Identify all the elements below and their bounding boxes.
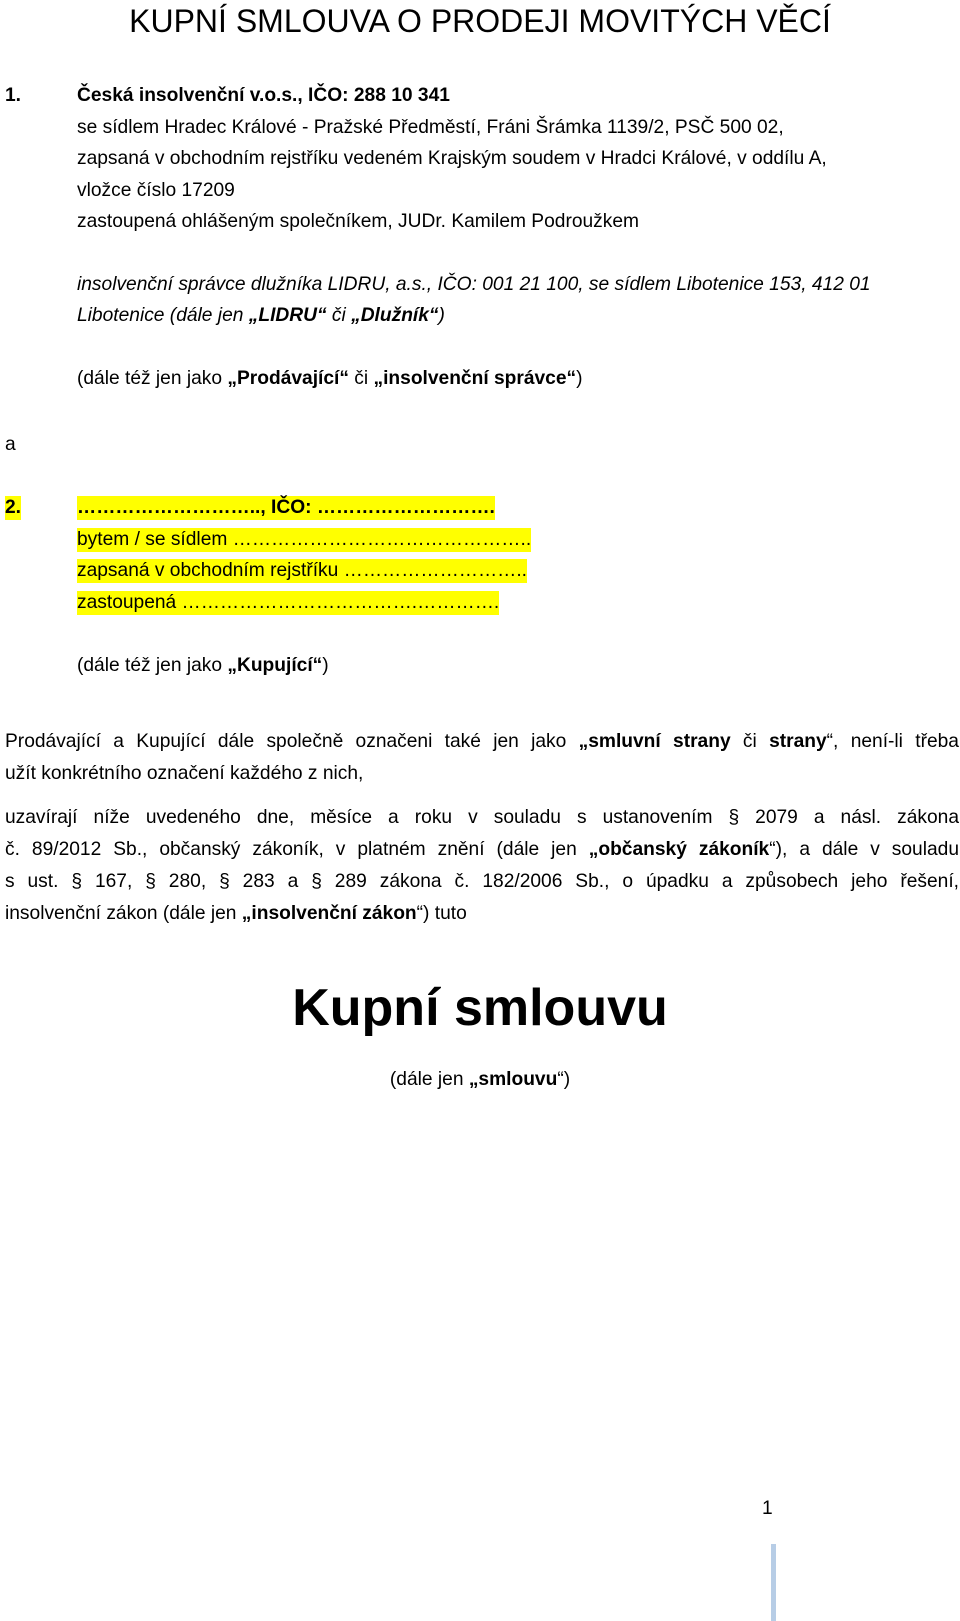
party1-registry-insert: vložce číslo 17209 — [77, 180, 235, 201]
party1-alias-suffix: ) — [576, 368, 583, 389]
joint-designation-paragraph — [5, 726, 959, 790]
joint-l1-mid: či — [730, 731, 770, 752]
party2-representative: zastoupená ……………………………….…………. — [77, 592, 500, 613]
trustee-alias-debtor: „Dlužník“ — [351, 305, 439, 326]
joint-alias-parties: „smluvní strany — [578, 731, 731, 752]
concluding-l4-prefix: insolvenční zákon (dále jen — [5, 903, 242, 924]
party1-trustee-line2 — [77, 304, 445, 328]
party1-alias — [77, 367, 583, 391]
contract-title: Kupní smlouvu — [292, 979, 668, 1037]
party1-alias-prefix: (dále též jen jako — [77, 368, 228, 389]
trustee-alias-lidru: „LIDRU“ — [248, 305, 327, 326]
party2-registry: zapsaná v obchodním rejstříku ……………………….. — [77, 560, 527, 581]
party1-alias-seller: „Prodávající“ — [227, 368, 349, 389]
conjunction: a — [5, 434, 16, 455]
party1-trustee-line1: insolvenční správce dlužníka LIDRU, a.s., IČO: 001 21 100, se sídlem Libotenice 153, 412 01 — [77, 274, 871, 295]
document-title: KUPNÍ SMLOUVA O PRODEJI MOVITÝCH VĚCÍ — [129, 3, 831, 39]
joint-line1 — [5, 726, 959, 758]
concluding-alias-insolvency-act: „insolvenční zákon — [241, 903, 417, 924]
party2-name-line: ……………………….., IČO: ………………………. — [77, 497, 495, 518]
trustee-line2-suffix: ) — [438, 305, 445, 326]
concluding-l2-suffix: “), a dále v souladu — [769, 839, 959, 860]
concluding-alias-civil-code: „občanský zákoník — [588, 839, 770, 860]
trustee-line2-mid: či — [326, 305, 352, 326]
party1-number: 1. — [5, 85, 22, 106]
party1-alias-trustee: „insolvenční správce“ — [373, 368, 577, 389]
party2-number: 2. — [5, 497, 22, 518]
concluding-line2 — [5, 834, 959, 866]
party1-alias-mid: či — [348, 368, 374, 389]
party2-alias-prefix: (dále též jen jako — [77, 655, 228, 676]
party1-name: Česká insolvenční v.o.s., IČO: 288 10 341 — [77, 85, 450, 106]
concluding-line1: uzavírají níže uvedeného dne, měsíce a roku v souladu s ustanovením § 2079 a násl. zákona — [5, 807, 959, 828]
party2-alias — [77, 654, 329, 678]
concluding-l4-suffix: “) tuto — [416, 903, 467, 924]
joint-alias-sides: strany — [769, 731, 827, 752]
party1-address: se sídlem Hradec Králové - Pražské Předměstí, Fráni Šrámka 1139/2, PSČ 500 02, — [77, 117, 784, 138]
concluding-line3: s ust. § 167, § 280, § 283 a § 289 zákona č. 182/2006 Sb., o úpadku a způsobech jeho řešení, — [5, 871, 959, 892]
contract-alias — [0, 1068, 960, 1092]
contract-alias-prefix: (dále jen — [389, 1069, 469, 1090]
concluding-paragraph — [5, 802, 959, 930]
joint-l1-suffix: “, není-li třeba — [826, 731, 959, 752]
contract-alias-suffix: “) — [557, 1069, 571, 1090]
party1-registry: zapsaná v obchodním rejstříku vedeném Krajským soudem v Hradci Králové, v oddílu A, — [77, 148, 827, 169]
page-number: 1 — [762, 1498, 773, 1519]
concluding-l2-prefix: č. 89/2012 Sb., občanský zákoník, v platném znění (dále jen — [5, 839, 589, 860]
party1-representative: zastoupená ohlášeným společníkem, JUDr. Kamilem Podroužkem — [77, 211, 640, 232]
trustee-line2-prefix: Libotenice (dále jen — [77, 305, 249, 326]
party2-alias-suffix: ) — [322, 655, 329, 676]
party2-address: bytem / se sídlem ……………………………………….. — [77, 529, 532, 550]
concluding-line4 — [5, 898, 959, 930]
joint-line2: užít konkrétního označení každého z nich, — [5, 763, 364, 784]
contract-alias-contract: „smlouvu — [468, 1069, 558, 1090]
page-number-bar — [771, 1544, 776, 1621]
party2-alias-buyer: „Kupující“ — [227, 655, 323, 676]
joint-l1-prefix: Prodávající a Kupující dále společně označeni také jen jako — [5, 731, 579, 752]
